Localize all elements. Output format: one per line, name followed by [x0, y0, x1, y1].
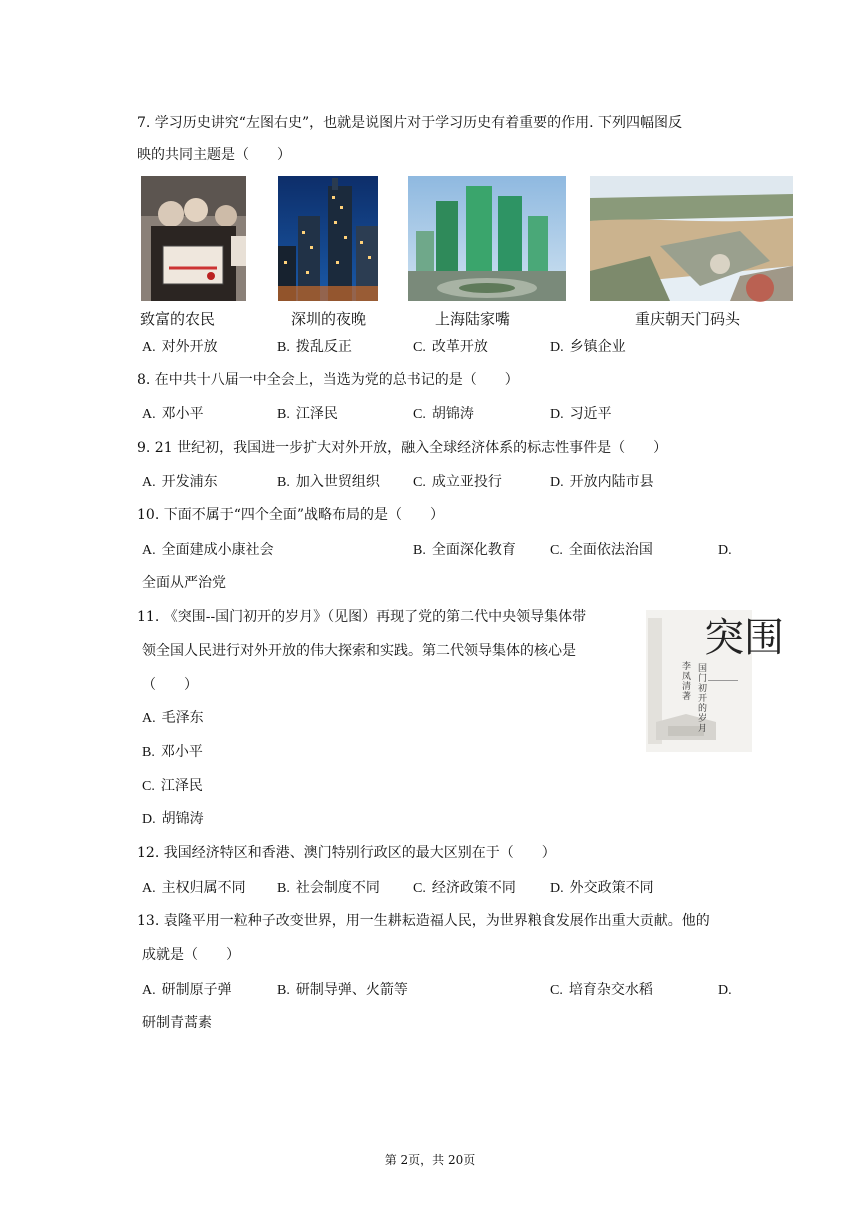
photo-chongqing-chaotianmen [590, 176, 793, 301]
q9-option-d[interactable]: D. 开放内陆市县 [550, 474, 654, 490]
q12-option-d[interactable]: D. 外交政策不同 [550, 880, 654, 896]
q10-option-b[interactable]: B. 全面深化教育 [413, 542, 516, 558]
q13-option-d[interactable]: D. [718, 983, 732, 998]
caption-chongqing-chaotianmen: 重庆朝天门码头 [635, 310, 741, 328]
q10-option-d[interactable]: D. [718, 543, 732, 558]
book-author: 李凤清 著 [682, 662, 692, 702]
book-title: 突围 [704, 615, 784, 661]
book-cover-image [646, 610, 784, 752]
q9-option-b[interactable]: B. 加入世贸组织 [277, 474, 380, 490]
q13-option-d-text[interactable]: 研制青蒿素 [142, 1015, 212, 1031]
q7-option-d[interactable]: D. 乡镇企业 [550, 339, 626, 355]
q7-stem-line2: 映的共同主题是（ ） [137, 147, 291, 163]
q9-option-a[interactable]: A. 开发浦东 [142, 474, 218, 490]
q9-options [0, 472, 860, 492]
q11-option-a[interactable]: A. 毛泽东 [142, 710, 204, 726]
q12-options [0, 878, 860, 898]
q7-option-b[interactable]: B. 拨乱反正 [277, 339, 352, 355]
q8-option-d[interactable]: D. 习近平 [550, 406, 612, 422]
q11-option-d[interactable]: D. 胡锦涛 [142, 811, 204, 827]
q11-stem-line2: 领全国人民进行对外开放的伟大探索和实践。第二代领导集体的核心是 [142, 643, 576, 659]
q10-stem: 10. 下面不属于“四个全面”战略布局的是（ ） [137, 507, 445, 523]
q7-option-a[interactable]: A. 对外开放 [142, 339, 218, 355]
page-footer: 第 2页，共 20页 [384, 1153, 476, 1167]
photo-rich-farmers [141, 176, 246, 301]
q11-stem-line3: （ ） [142, 677, 198, 693]
q10-option-a[interactable]: A. 全面建成小康社会 [142, 542, 274, 558]
q12-option-c[interactable]: C. 经济政策不同 [413, 880, 516, 896]
q7-stem-line1: 7. 学习历史讲究“左图右史”，也就是说图片对于学习历史有着重要的作用. 下列四幅图反 [137, 115, 683, 131]
q8-option-b[interactable]: B. 江泽民 [277, 406, 338, 422]
q13-stem-line2: 成就是（ ） [142, 947, 240, 963]
caption-shenzhen-night: 深圳的夜晚 [291, 310, 367, 328]
book-subtitle: 国门初开的岁月 [698, 664, 708, 734]
q10-option-d-text[interactable]: 全面从严治党 [142, 575, 226, 591]
caption-rich-farmers: 致富的农民 [140, 310, 216, 328]
photo-shenzhen-night [278, 176, 378, 301]
q8-option-a[interactable]: A. 邓小平 [142, 406, 204, 422]
q13-option-b[interactable]: B. 研制导弹、火箭等 [277, 982, 408, 998]
q12-stem: 12. 我国经济特区和香港、澳门特别行政区的最大区别在于（ ） [137, 845, 556, 861]
q11-stem-line1: 11. 《突围--国门初开的岁月》（见图）再现了党的第二代中央领导集体带 [137, 609, 587, 625]
q10-option-c[interactable]: C. 全面依法治国 [550, 542, 653, 558]
q12-option-b[interactable]: B. 社会制度不同 [277, 880, 380, 896]
q8-option-c[interactable]: C. 胡锦涛 [413, 406, 474, 422]
q13-option-c[interactable]: C. 培育杂交水稻 [550, 982, 653, 998]
q11-option-b[interactable]: B. 邓小平 [142, 744, 203, 760]
q7-options [0, 337, 860, 357]
q12-option-a[interactable]: A. 主权归属不同 [142, 880, 246, 896]
q8-stem: 8. 在中共十八届一中全会上，当选为党的总书记的是（ ） [137, 372, 519, 388]
q10-options [0, 540, 860, 560]
q13-options [0, 980, 860, 1000]
q13-option-a[interactable]: A. 研制原子弹 [142, 982, 232, 998]
q11-option-c[interactable]: C. 江泽民 [142, 778, 203, 794]
q8-options [0, 404, 860, 424]
q13-stem-line1: 13. 袁隆平用一粒种子改变世界，用一生耕耘造福人民，为世界粮食发展作出重大贡献。他的 [137, 913, 710, 929]
q9-stem: 9. 21 世纪初，我国进一步扩大对外开放，融入全球经济体系的标志性事件是（ ） [137, 440, 668, 456]
photo-shanghai-lujiazui [408, 176, 566, 301]
q9-option-c[interactable]: C. 成立亚投行 [413, 474, 502, 490]
caption-shanghai-lujiazui: 上海陆家嘴 [435, 310, 511, 328]
q7-option-c[interactable]: C. 改革开放 [413, 339, 488, 355]
